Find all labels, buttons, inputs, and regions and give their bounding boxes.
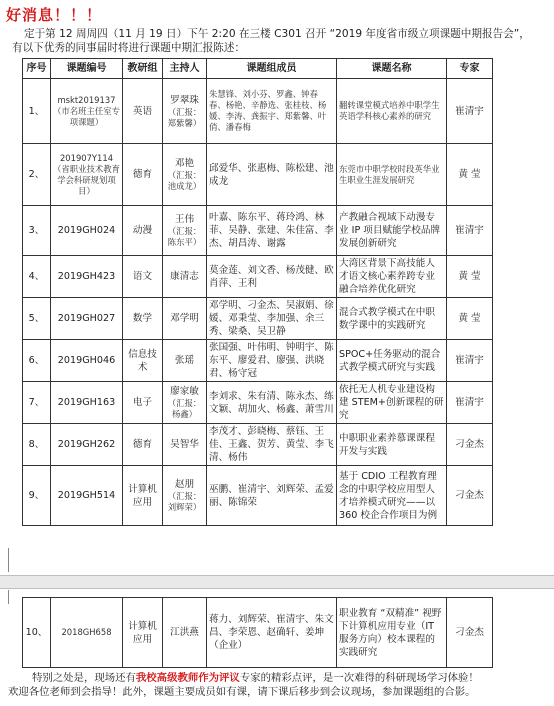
cell-no-text: 1、 [28,105,45,117]
cell-host [163,256,207,298]
table-row [23,466,493,526]
cell-host-text: 赵朋 [174,479,195,490]
cell-group [123,256,163,298]
cell-no [23,382,51,424]
table-row [23,298,493,340]
cell-code [51,206,123,256]
closing-paragraph [8,671,552,699]
table-row [23,79,493,144]
cell-no [23,298,51,340]
cell-host [163,466,207,526]
cell-host-text: 康清志 [170,271,199,282]
header-host: 主持人 [163,59,207,79]
cell-title-text: 混合式教学模式在中职数学课中的实践研究 [339,306,435,331]
cell-group-text: 动漫 [132,225,153,236]
intro-line-1: 定于第 12 周周四（11 月 19 日）下午 2:20 在三楼 C301 召开 “2019 年度省市级立项课题中期报告会”， [24,28,530,40]
cell-title [337,206,447,256]
cell-host-text: 邓学明 [170,313,199,324]
cell-code [51,340,123,382]
table-row [23,382,493,424]
cell-expert-text: 黄 莹 [458,271,481,282]
cell-code-text: 2019GH514 [57,490,116,501]
cell-expert-text: 黄 莹 [458,169,481,180]
cell-expert [447,298,493,340]
cell-host-note: （汇报：池成龙） [167,170,202,191]
cell-members-text: 张国强、叶伟明、钟明宇、陈东平、廖爱君、廖强、洪晓君、杨守冠 [209,342,334,379]
cell-host [163,298,207,340]
cell-code-text: 201907Y114 [59,152,114,163]
cell-code-text: mskt2019137 [57,94,116,105]
intro-paragraph [12,27,547,55]
cell-host-note: （汇报：郑紫馨） [167,106,202,128]
table-header-row [23,59,493,79]
cell-host-text: 王伟 [174,214,195,225]
cell-members-text: 朱慧锋、刘小芬、罗鑫、钟春春、杨艳、辛静选、张桂枝、杨媛、李涛、龚振宇、郑紫馨、叶俏、潘春梅 [209,89,327,132]
cell-title [337,79,447,144]
cell-expert [447,144,493,206]
cell-expert [447,256,493,298]
cell-no [23,340,51,382]
cell-host [163,79,207,144]
cell-group-text: 语文 [132,271,153,282]
cell-title-text: SPOC+任务驱动的混合式教学模式研究与实践 [339,348,441,373]
cell-no-text: 9、 [28,490,45,501]
cell-title [337,382,447,424]
cell-group-text: 数学 [132,313,153,324]
cell-title [337,144,447,206]
cell-code-text: 2019GH163 [57,397,116,408]
cell-no-text: 3、 [28,225,45,236]
cell-group [123,466,163,526]
cell-no [23,424,51,466]
cell-title [337,466,447,526]
cell-code [51,79,123,144]
cell-group [123,206,163,256]
cell-code-text: 2019GH262 [57,439,116,450]
cell-members-text: 邓学明、刁金杰、吴淑娟、徐媛、邓秉莹、李加强、余三秀、梁桑、吴卫静 [209,300,334,337]
cell-expert-text: 崔清宇 [455,355,484,366]
cell-code-note: （市名班主任室专项课题） [53,105,120,127]
cell-code [51,256,123,298]
table-row [23,144,493,206]
table-row [23,256,493,298]
cell-host-note: （汇报：刘辉荣） [167,491,202,512]
cell-expert [447,206,493,256]
cell-host-text: 邓艳 [174,158,195,169]
cell-no-text: 5、 [28,313,45,324]
cell-group-text: 信息技术 [128,348,157,373]
table-row [23,206,493,256]
closing-suffix: 专家的精彩点评，是一次难得的科研现场学习体验！ [239,672,479,684]
headline: 好消息！！！ [6,6,103,24]
cell-members [207,256,337,298]
cell-host-text: 张瑶 [174,355,195,366]
cell-members: 蒋力、刘辉荣、崔清宇、朱文昌、李荣恩、赵确轩、姜坤（企业） [207,598,337,668]
header-code: 课题编号 [51,59,123,79]
cell-host: 江洪燕 [163,598,207,668]
cell-no [23,144,51,206]
cell-code-text: 2019GH423 [57,271,116,282]
cell-title-text: 中职职业素养慕课课程开发与实践 [339,432,435,457]
cell-code-note: （省职业技术教育学会科研规划项目） [53,163,120,196]
cell-expert-text: 崔清宇 [455,105,484,117]
cell-title [337,256,447,298]
cell-no-text: 8、 [28,439,45,450]
cell-code [51,424,123,466]
cell-expert-text: 刁金杰 [455,439,484,450]
cell-title: 职业教育 “双精准” 视野下计算机应用专业（IT 服务方向）校本课程的实践研究 [337,598,447,668]
table-row [23,340,493,382]
cell-host-text: 吴智华 [170,439,199,450]
cell-members [207,466,337,526]
closing-line-2: 欢迎各位老师到会指导！此外，课题主要成员如有课，请下课后移步到会议现场，参加课题组的合影。 [8,686,476,698]
cell-code: 2018GH658 [51,598,123,668]
cell-members [207,206,337,256]
cell-members-text: 李刘求、朱有清、陈永杰、练文颖、胡加火、杨鑫、萧雪川 [209,390,334,415]
margin-marker-2 [8,590,9,604]
cell-group-text: 电子 [132,397,153,408]
cell-no-text: 6、 [28,355,45,366]
cell-no-text: 7、 [28,397,45,408]
cell-members-text: 莫金莲、刘文香、杨茂健、欧肖萍、王利 [209,264,334,289]
cell-members-text: 巫鹏、崔清宇、刘辉荣、孟爱丽、陈锦荣 [209,483,334,508]
cell-host-text: 罗翠珠 [170,94,199,106]
table-row [23,598,493,668]
cell-members [207,298,337,340]
cell-group [123,424,163,466]
cell-group-text: 德育 [132,169,153,180]
cell-expert-text: 黄 莹 [458,313,481,324]
cell-title-text: 基于 CDIO 工程教育理念的中职学校应用型人才培养模式研究——以 360 校企合作项目为例 [339,470,438,521]
cell-code-text: 2019GH046 [57,355,116,366]
cell-group-text: 英语 [132,105,153,117]
cell-no: 10、 [23,598,51,668]
cell-expert-text: 崔清宇 [455,397,484,408]
cell-group [123,382,163,424]
cell-code [51,144,123,206]
page-break [0,575,554,589]
cell-host [163,424,207,466]
projects-table-continued [22,597,493,668]
cell-host-text: 廖家敏 [170,386,199,397]
cell-host [163,340,207,382]
cell-members [207,144,337,206]
cell-members-text: 叶嘉、陈东平、蒋玲鸿、林菲、吴静、张建、朱佳富、李杰、胡昌涛、谢露 [209,212,334,249]
cell-host [163,382,207,424]
cell-members [207,79,337,144]
cell-title-text: 依托无人机专业建设构建 STEM+创新课程的研究 [339,384,444,421]
cell-expert [447,382,493,424]
margin-marker [8,548,9,572]
cell-title [337,298,447,340]
cell-group-text: 德育 [132,439,153,450]
cell-host [163,144,207,206]
cell-expert: 刁金杰 [447,598,493,668]
cell-group: 计算机应用 [123,598,163,668]
cell-members-text: 李茂才、彭晓梅、蔡钰、王佳、王鑫、贺芳、黄莹、李飞清、杨伟 [209,426,334,463]
cell-no [23,79,51,144]
projects-table [22,58,493,526]
cell-group-text: 计算机应用 [128,483,157,508]
cell-expert [447,424,493,466]
cell-group [123,298,163,340]
intro-line-2: 有以下优秀的同事届时将进行课题中期汇报陈述： [12,42,246,54]
cell-code [51,298,123,340]
header-members: 课题组成员 [207,59,337,79]
cell-code-text: 2019GH027 [57,313,116,324]
cell-expert [447,79,493,144]
cell-host-note: （汇报：杨鑫） [167,398,202,419]
cell-title-text: 东莞市中职学校时段英华业生职业生涯发展研究 [339,163,440,185]
closing-prefix: 特别之处是，现场还有 [32,672,136,684]
cell-expert [447,340,493,382]
cell-title-text: 产教融合视域下动漫专业 IP 项目赋能学校品牌发展创新研究 [339,212,441,249]
cell-code [51,466,123,526]
table-row [23,424,493,466]
header-expert: 专家 [447,59,493,79]
cell-no-text: 4、 [28,271,45,282]
cell-no [23,466,51,526]
header-no: 序号 [23,59,51,79]
cell-expert-text: 崔清宇 [455,225,484,236]
cell-title [337,424,447,466]
cell-members [207,340,337,382]
header-title: 课题名称 [337,59,447,79]
closing-highlight: 我校高级教师作为评议 [135,672,240,684]
cell-title-text: 大湾区背景下高技能人才语文核心素养跨专业融合培养优化研究 [339,258,435,295]
cell-no-text: 2、 [28,169,45,180]
cell-members-text: 邱爱华、张惠梅、陈松建、池成龙 [209,162,334,187]
closing-line-1 [8,671,552,685]
cell-title-text: 翻转课堂模式培养中职学生英语学科核心素养的研究 [339,100,440,121]
cell-group [123,340,163,382]
cell-group [123,144,163,206]
cell-code [51,382,123,424]
cell-expert [447,466,493,526]
cell-host-note: （汇报：陈东平） [167,226,202,247]
cell-group [123,79,163,144]
cell-code-text: 2019GH024 [57,225,116,236]
cell-members [207,382,337,424]
cell-expert-text: 刁金杰 [455,490,484,501]
header-group: 教研组 [123,59,163,79]
cell-members [207,424,337,466]
cell-no [23,206,51,256]
cell-title [337,340,447,382]
cell-no [23,256,51,298]
cell-host [163,206,207,256]
